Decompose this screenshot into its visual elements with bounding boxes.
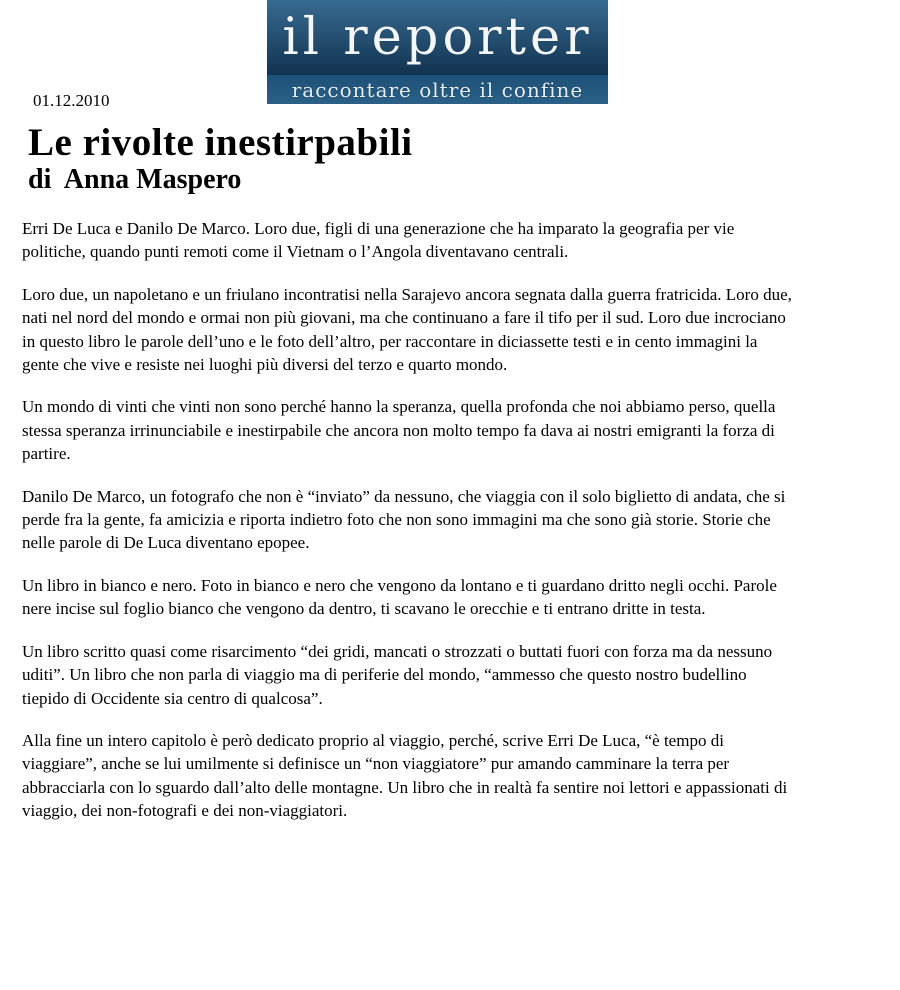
article-paragraph: Un mondo di vinti che vinti non sono perché hanno la speranza, quella profonda che noi abbiamo perso, quella stessa speranza irrinunciabile e inestirpabile che ancora non molto tempo fa dava ai nostri emigranti la forza di partire. xyxy=(22,397,776,464)
article-paragraph: Erri De Luca e Danilo De Marco. Loro due, figli di una generazione che ha imparato la geografia per vie politiche, quando punti remoti come il Vietnam o l’Angola diventavano centrali. xyxy=(22,219,735,262)
article-paragraph: Danilo De Marco, un fotografo che non è “inviato” da nessuno, che viaggia con il solo biglietto di andata, che si perde fra la gente, fa amicizia e riporta indietro foto che non sono immagini ma che sono già storie. Storie che nelle parole di De Luca diventano epopee. xyxy=(22,486,786,553)
tagline-band xyxy=(267,75,608,104)
article-paragraph: Loro due, un napoletano e un friulano incontratisi nella Sarajevo ancora segnata dalla guerra fratricida. Loro due, nati nel nord del mondo e ormai non più giovani, ma che continuano a fare il tifo per il sud. Loro due incrociano in questo libro le parole dell’uno e le foto dell’altro, per raccontare in diciassette testi e in cento immagini la gente che vive e resiste nei luoghi più diversi del terzo e quarto mondo. xyxy=(22,284,792,375)
article-title: Le rivolte inestirpabili xyxy=(28,121,413,164)
masthead-banner xyxy=(267,0,608,104)
site-tagline: raccontare oltre il confine xyxy=(291,77,584,102)
article-byline: di Anna Maspero xyxy=(28,164,242,195)
article-paragraph: Un libro in bianco e nero. Foto in bianco e nero che vengono da lontano e ti guardano dritto negli occhi. Parole nere incise sul foglio bianco che vengono da dentro, ti scavano le orecchie e ti entrano dritte in testa. xyxy=(22,575,777,619)
article-paragraph: Alla fine un intero capitolo è però dedicato proprio al viaggio, perché, scrive Erri De Luca, “è tempo di viaggiare”, anche se lui umilmente si definisce un “non viaggiatore” pur amando camminare la terra per abbracciarla con lo sguardo dall’alto delle montagne. Un libro che in realtà fa sentire noi lettori e appassionati di viaggio, dei non-fotografi e dei non-viaggiatori. xyxy=(22,730,788,821)
site-logo: il reporter xyxy=(282,8,593,67)
article-body xyxy=(22,217,797,842)
article-paragraph: Un libro scritto quasi come risarcimento “dei gridi, mancati o strozzati o buttati fuori con forza ma da nessuno uditi”. Un libro che non parla di viaggio ma di periferie del mondo, “ammesso che questo nostro budellino tiepido di Occidente sia centro di qualcosa”. xyxy=(22,641,773,708)
article-date: 01.12.2010 xyxy=(33,91,110,110)
